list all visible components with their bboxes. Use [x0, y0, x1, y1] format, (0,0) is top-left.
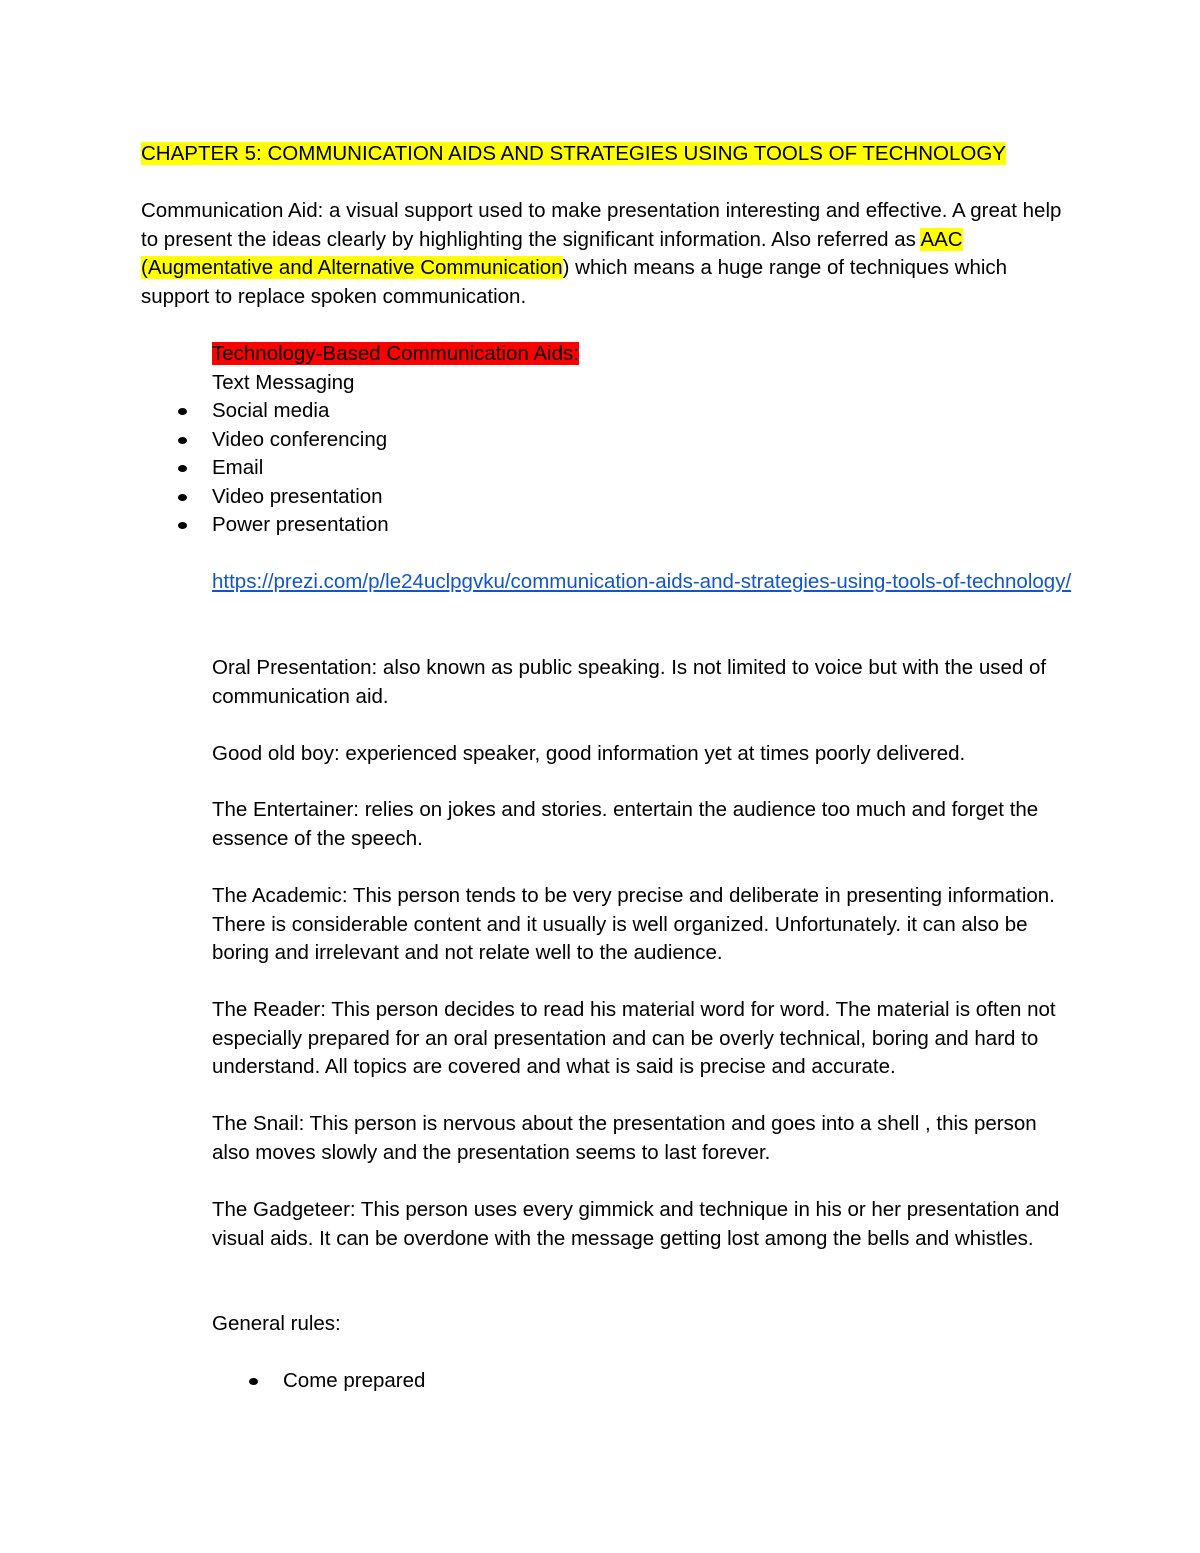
- bullet-icon: [178, 465, 187, 472]
- general-rules-list: [0, 1367, 425, 1396]
- oral-presentation-paragraph: Oral Presentation: also known as public speaking. Is not limited to voice but with the used of communication aid.: [212, 656, 1047, 708]
- list-item: Come prepared: [0, 1367, 425, 1396]
- bullet-icon: [178, 522, 187, 529]
- gadgeteer-paragraph: The Gadgeteer: This person uses every gimmick and technique in his or her presentation and visual aids. It can be overdone with the message getting lost among the bells and whistles.: [212, 1198, 1060, 1250]
- tech-aids-heading-highlight: Technology-Based Communication Aids:: [212, 342, 579, 365]
- tech-aids-heading: [212, 340, 1072, 369]
- text-messaging-item: Text Messaging: [212, 370, 355, 394]
- intro-text-1: Communication Aid: a visual support used to make presentation interesting and effective. A great help to present the ideas clearly by highlighting the significant information. Also referred as: [141, 199, 1062, 251]
- tech-aids-list: [0, 397, 389, 540]
- list-item: Power presentation: [0, 511, 389, 540]
- chapter-title-highlight: CHAPTER 5: COMMUNICATION AIDS AND STRATEGIES USING TOOLS OF TECHNOLOGY: [141, 142, 1006, 165]
- general-rules-heading: General rules:: [212, 1312, 341, 1335]
- intro-paragraph: [141, 197, 1071, 311]
- entertainer-paragraph: The Entertainer: relies on jokes and stories. entertain the audience too much and forget the essence of the speech.: [212, 798, 1039, 850]
- academic-paragraph: The Academic: This person tends to be very precise and deliberate in presenting information. There is considerable content and it usually is well organized. Unfortunately. it can also be boring and irrelevant and not relate well to the audience.: [212, 884, 1055, 964]
- snail-paragraph: The Snail: This person is nervous about the presentation and goes into a shell , this person also moves slowly and the presentation seems to last forever.: [212, 1112, 1037, 1164]
- good-old-boy-paragraph: Good old boy: experienced speaker, good information yet at times poorly delivered.: [212, 742, 966, 765]
- prezi-link-paragraph: [212, 568, 1072, 597]
- intro-text-2: ) which means a huge range of techniques which support to replace spoken communication.: [141, 256, 1008, 308]
- bullet-icon: [178, 408, 187, 415]
- chapter-title: [141, 140, 1071, 169]
- bullet-icon: [249, 1378, 258, 1385]
- list-item: Email: [0, 454, 389, 483]
- list-item: Video conferencing: [0, 426, 389, 455]
- list-item: Video presentation: [0, 483, 389, 512]
- reader-paragraph: The Reader: This person decides to read his material word for word. The material is often not especially prepared for an oral presentation and can be overly technical, boring and hard to understand. All topics are covered and what is said is precise and accurate.: [212, 998, 1056, 1078]
- aac-highlight: AAC (Augmentative and Alternative Communication: [141, 227, 963, 279]
- bullet-icon: [178, 437, 187, 444]
- list-item: Social media: [0, 397, 389, 426]
- bullet-icon: [178, 494, 187, 501]
- prezi-link[interactable]: https://prezi.com/p/le24uclpgvku/communication-aids-and-strategies-using-tools-of-technology/: [212, 570, 1072, 593]
